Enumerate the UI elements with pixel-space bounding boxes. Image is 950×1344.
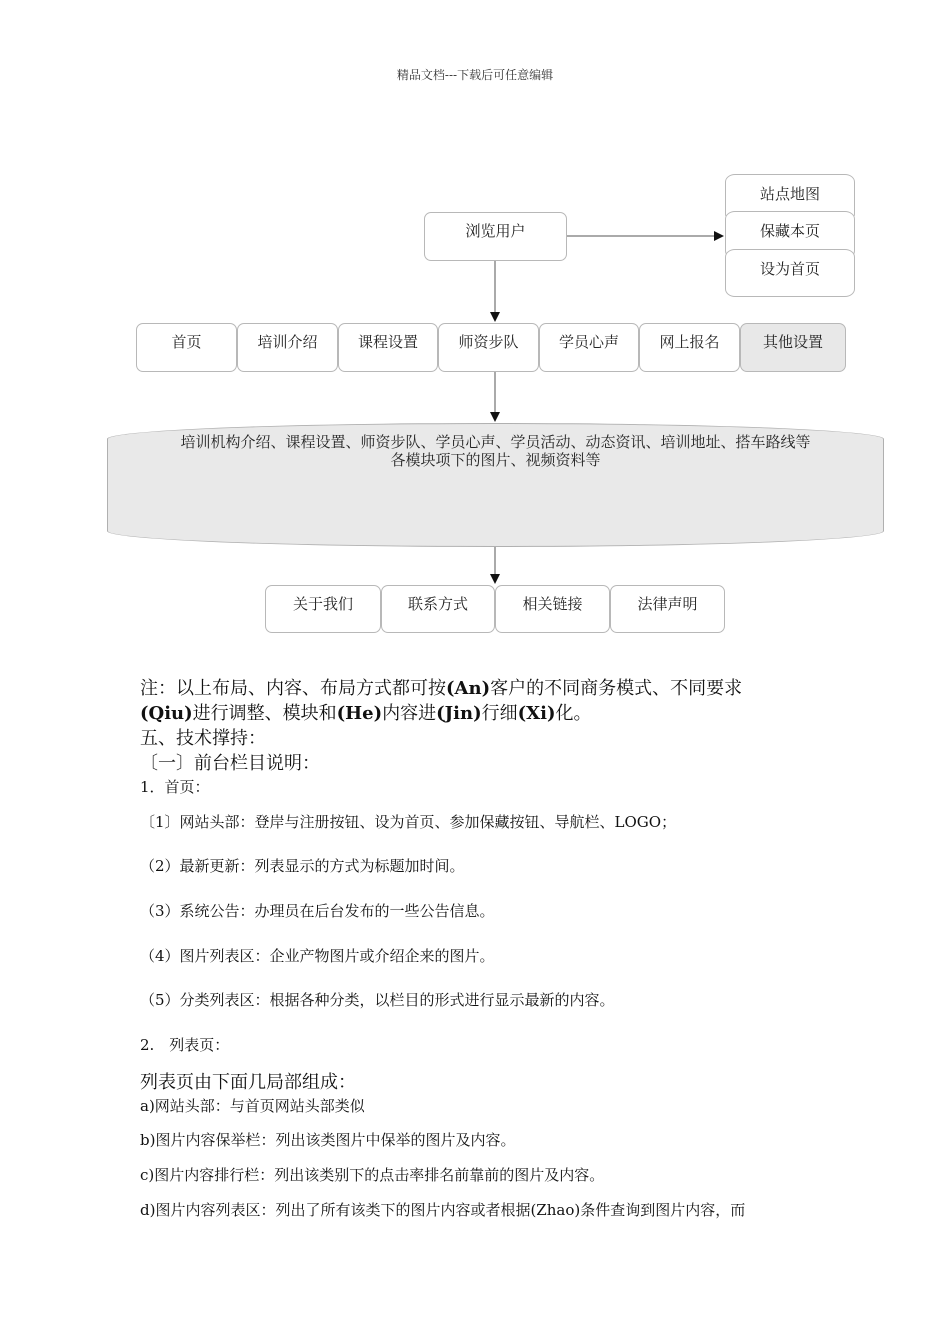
page-header: 精品文档---下载后可任意编辑	[396, 68, 554, 82]
nav-box-training: 培训介绍	[237, 323, 338, 372]
section-5-heading: 五、技术撑持：	[140, 728, 266, 749]
side-item-sitemap: 站点地图	[725, 174, 855, 222]
list-item-c: c)图片内容排行栏：列出该类别下的点击率排名前靠前的图片及内容。	[140, 1166, 605, 1184]
footer-box-legal: 法律声明	[610, 585, 725, 633]
side-item-bookmark: 保藏本页	[725, 211, 855, 259]
content-line-2: 各模块项下的图片、视频资料等	[390, 451, 601, 469]
nav-box-signup: 网上报名	[639, 323, 740, 372]
list-item-b: b)图片内容保举栏：列出该类图片中保举的图片及内容。	[140, 1131, 516, 1149]
footer-box-about: 关于我们	[265, 585, 381, 633]
nav-box-other: 其他设置	[740, 323, 846, 372]
nav-box-voices: 学员心声	[539, 323, 639, 372]
footer-box-contact: 联系方式	[381, 585, 495, 633]
nav-box-courses: 课程设置	[338, 323, 438, 372]
home-item-4: （4）图片列表区：企业产物图片或介绍企来的图片。	[140, 947, 495, 965]
nav-box-home: 首页	[136, 323, 237, 372]
home-item-1: 〔1〕网站头部：登岸与注册按钮、设为首页、参加保藏按钮、导航栏、LOGO；	[140, 813, 677, 831]
home-item-2: （2）最新更新：列表显示的方式为标题加时间。	[140, 857, 465, 875]
note-line-1: 注：以上布局、内容、布局方式都可按(An)客户的不同商务模式、不同要求	[140, 678, 743, 699]
content-module-box	[107, 423, 884, 547]
home-title: 1．首页：	[140, 778, 210, 796]
side-item-set-homepage: 设为首页	[725, 249, 855, 297]
user-box: 浏览用户	[424, 212, 567, 261]
note-line-2: (Qiu)进行调整、模块和(He)内容进(Jin)行细(Xi)化。	[140, 703, 592, 724]
footer-box-links: 相关链接	[495, 585, 610, 633]
content-line-1: 培训机构介绍、课程设置、师资步队、学员心声、学员活动、动态资讯、培训地址、搭车路线等	[180, 433, 811, 451]
list-item-a: a)网站头部：与首页网站头部类似	[140, 1097, 365, 1115]
list-intro: 列表页由下面几局部组成：	[140, 1072, 356, 1093]
section-5-1-heading: 〔一〕前台栏目说明：	[140, 753, 320, 774]
list-title: 2. 列表页：	[140, 1036, 230, 1054]
list-item-d: d)图片内容列表区：列出了所有该类下的图片内容或者根据(Zhao)条件查询到图片内容，而	[140, 1201, 746, 1219]
home-item-3: （3）系统公告：办理员在后台发布的一些公告信息。	[140, 902, 495, 920]
home-item-5: （5）分类列表区：根据各种分类，以栏目的形式进行显示最新的内容。	[140, 991, 615, 1009]
nav-box-teachers: 师资步队	[438, 323, 539, 372]
